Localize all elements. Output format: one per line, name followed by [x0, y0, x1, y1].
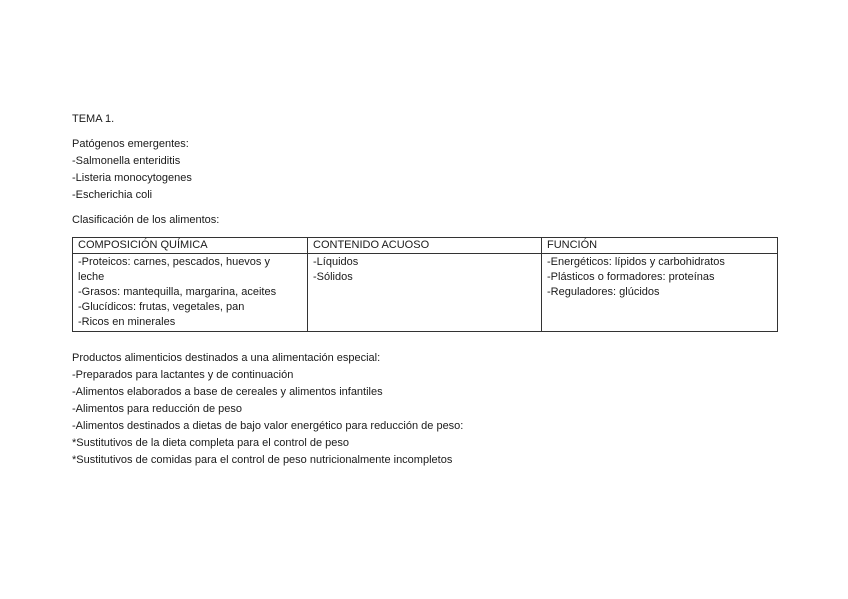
column-header-composition: COMPOSICIÓN QUÍMICA — [73, 238, 308, 254]
product-item: -Alimentos para reducción de peso — [72, 403, 242, 415]
product-item: *Sustitutivos de la dieta completa para el control de peso — [72, 437, 349, 449]
cell-line: -Proteicos: carnes, pescados, huevos y — [78, 256, 270, 268]
table-row — [73, 254, 778, 332]
cell-line: -Glucídicos: frutas, vegetales, pan — [78, 301, 245, 313]
cell-line: -Grasos: mantequilla, margarina, aceites — [78, 286, 277, 298]
cell-line: -Líquidos — [313, 256, 359, 268]
pathogen-item: -Listeria monocytogenes — [72, 172, 192, 184]
product-item: -Preparados para lactantes y de continuación — [72, 369, 294, 381]
table-cell-composition — [73, 254, 308, 332]
pathogen-item: -Escherichia coli — [72, 189, 153, 201]
table-cell-water-content — [308, 254, 542, 332]
products-section — [72, 350, 777, 469]
document-content — [72, 111, 777, 469]
column-header-water-content: CONTENIDO ACUOSO — [308, 238, 542, 254]
products-heading: Productos alimenticios destinados a una alimentación especial: — [72, 352, 381, 364]
product-item: *Sustitutivos de comidas para el control de peso nutricionalmente incompletos — [72, 454, 453, 466]
pathogen-item: -Salmonella enteriditis — [72, 155, 181, 167]
cell-line: -Reguladores: glúcidos — [547, 286, 660, 298]
classification-heading: Clasificación de los alimentos: — [72, 214, 220, 226]
cell-line: leche — [78, 271, 105, 283]
classification-table — [72, 237, 778, 332]
cell-line: -Sólidos — [313, 271, 353, 283]
cell-line: -Ricos en minerales — [78, 316, 176, 328]
pathogens-section — [72, 136, 777, 204]
cell-line: -Energéticos: lípidos y carbohidratos — [547, 256, 725, 268]
classification-section — [72, 212, 777, 332]
product-item: -Alimentos destinados a dietas de bajo valor energético para reducción de peso: — [72, 420, 464, 432]
column-header-function: FUNCIÓN — [542, 238, 778, 254]
document-title: TEMA 1. — [72, 113, 115, 125]
product-item: -Alimentos elaborados a base de cereales y alimentos infantiles — [72, 386, 383, 398]
table-header-row — [73, 238, 778, 254]
pathogens-heading: Patógenos emergentes: — [72, 138, 189, 150]
table-cell-function — [542, 254, 778, 332]
cell-line: -Plásticos o formadores: proteínas — [547, 271, 715, 283]
